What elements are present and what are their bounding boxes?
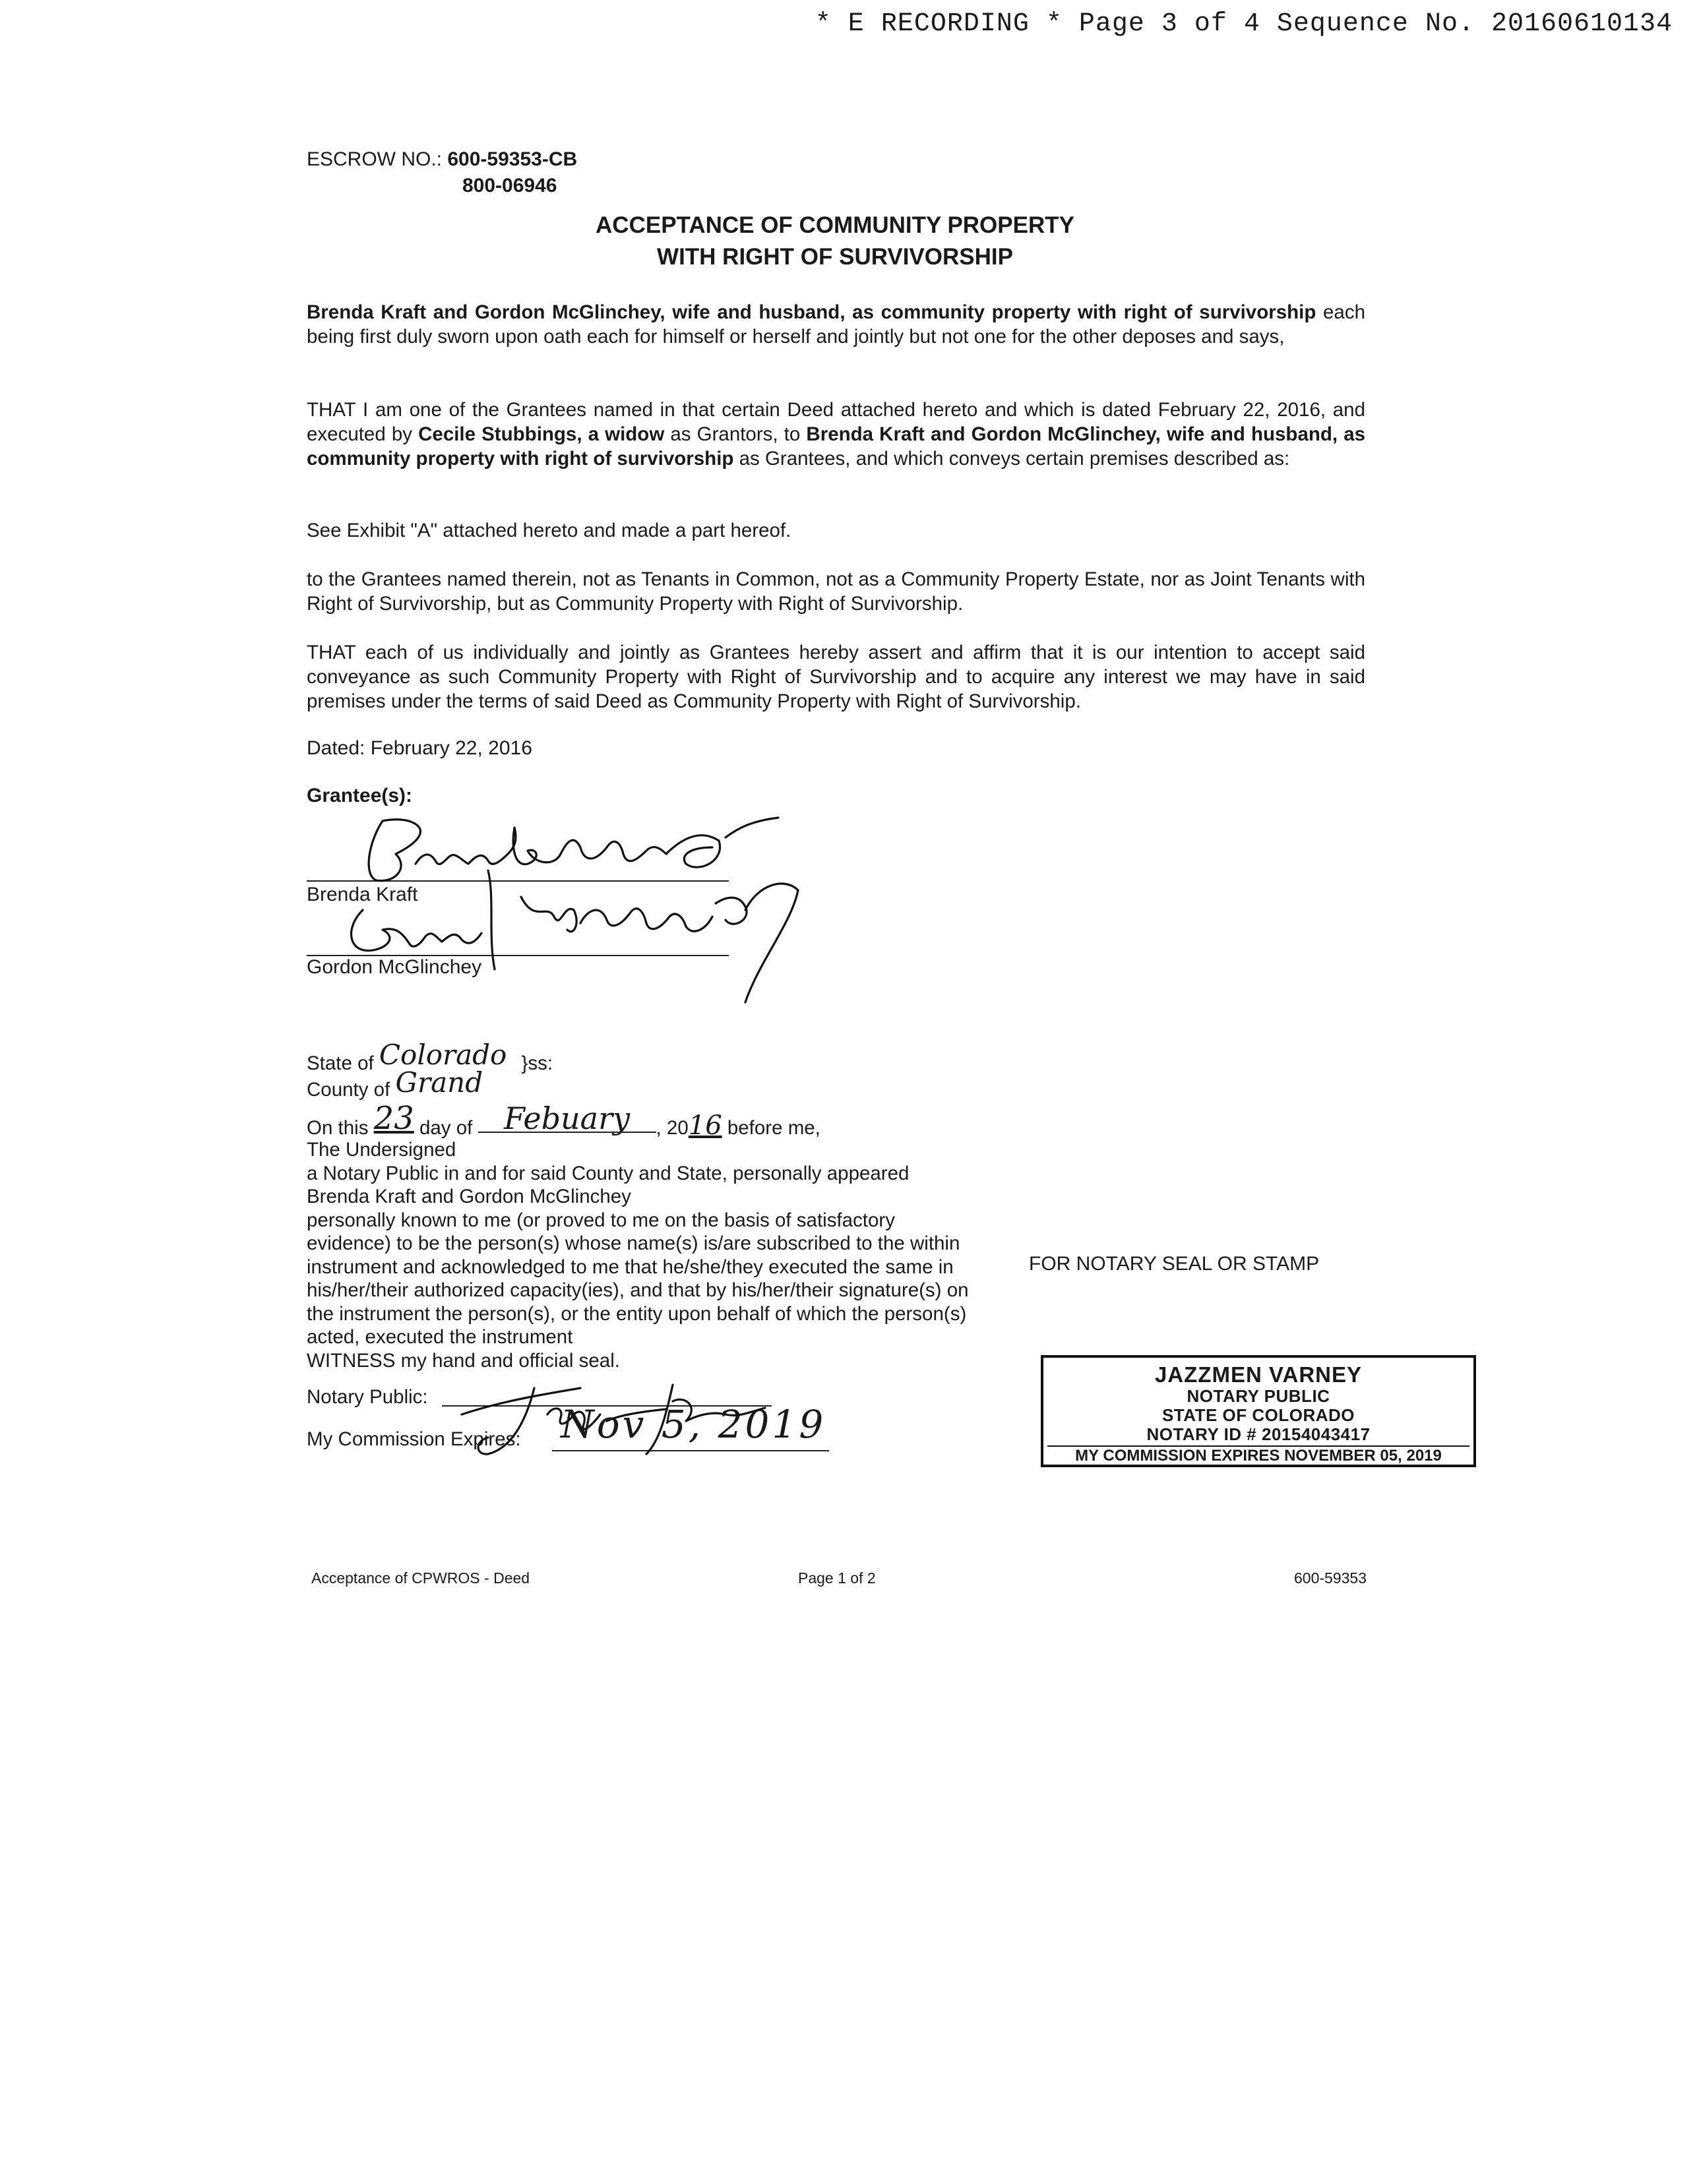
signature-gordon-mcglinchey xyxy=(336,857,838,1016)
notary-stamp xyxy=(1041,1355,1476,1467)
stamp-notary-title: NOTARY PUBLIC xyxy=(1187,1386,1330,1406)
notary-public-label: Notary Public: xyxy=(307,1386,428,1408)
undersigned: The Undersigned xyxy=(307,1139,456,1161)
notary-signature xyxy=(448,1375,791,1461)
date-row xyxy=(307,1100,993,1141)
appeared-names: Brenda Kraft and Gordon McGlinchey xyxy=(307,1186,631,1207)
deed-text-2: as Grantors, to xyxy=(664,423,807,445)
on-this-label: On this xyxy=(307,1117,369,1139)
stamp-notary-name: JAZZMEN VARNEY xyxy=(1154,1362,1363,1387)
paragraph-tenancy: to the Grantees named therein, not as Tenants in Common, not as a Community Property Estate, nor as Joint Tenants with Right of Survivorship, but as Community Property with Right of Survivorship. xyxy=(307,568,1365,615)
affiants-text: each being first duly sworn upon oath each for himself or herself and jointly but not one for the other deposes and says, xyxy=(307,301,1366,348)
commission-handwritten: Nov 5, 2019 xyxy=(561,1402,826,1447)
document-title xyxy=(0,210,1699,273)
commission-label: My Commission Expires: xyxy=(307,1428,521,1450)
paragraph-affirmation: THAT each of us individually and jointly as Grantees hereby assert and affirm that it is our intention to accept said conveyance as such Community Property with Right of Survivorship and to acquire any interest we may have in said premises under the terms of said Deed as Community Property with Right of Survivorship. xyxy=(307,642,1365,712)
dated-line: Dated: February 22, 2016 xyxy=(307,737,532,759)
state-label: State of xyxy=(307,1052,374,1074)
paragraph-exhibit: See Exhibit "A" attached hereto and made a part hereof. xyxy=(307,520,791,541)
grantees-label: Grantee(s): xyxy=(307,785,413,806)
escrow-label: ESCROW NO.: xyxy=(307,148,443,170)
title-line-2: WITH RIGHT OF SURVIVORSHIP xyxy=(657,244,1013,270)
before-me-label: before me, xyxy=(727,1117,820,1139)
paragraph-affiants xyxy=(307,300,1365,349)
county-label: County of xyxy=(307,1079,390,1101)
day-handwritten: 23 xyxy=(373,1100,414,1137)
affiants-bold: Brenda Kraft and Gordon McGlinchey, wife and husband, as community property with right of survivorship xyxy=(307,301,1316,323)
recording-header: * E RECORDING * Page 3 of 4 Sequence No. 20160610134 xyxy=(815,9,1673,39)
escrow-block xyxy=(307,146,578,197)
grantee-2-name: Gordon McGlinchey xyxy=(307,956,482,978)
witness-line: WITNESS my hand and official seal. xyxy=(307,1349,620,1372)
stamp-expiration: MY COMMISSION EXPIRES NOVEMBER 05, 2019 xyxy=(1047,1445,1469,1465)
notary-body-2: personally known to me (or proved to me on the basis of satisfactory evidence) to be the person(s) whose name(s) is/are subscribed to the within instrument and acknowledged to me that he/she/they executed the same in his/her/their authorized capacity(ies), and that by his/her/their signature(s) on the instrument the person(s), or the entity upon behalf of which the person(s) acted, executed the instrument xyxy=(307,1209,969,1348)
grantees-bold: Brenda Kraft and Gordon McGlinchey, wife and husband, as community property with right of survivorship xyxy=(307,423,1366,470)
footer-left: Acceptance of CPWROS - Deed xyxy=(311,1569,530,1587)
state-handwritten: Colorado xyxy=(379,1039,507,1071)
notary-body-1: a Notary Public in and for said County and State, personally appeared xyxy=(307,1162,910,1184)
county-handwritten: Grand xyxy=(395,1066,483,1099)
deed-text-1: THAT I am one of the Grantees named in that certain Deed attached hereto and which is dated February 22, 2016, and executed by xyxy=(307,399,1365,445)
stamp-notary-id: NOTARY ID # 20154043417 xyxy=(1146,1424,1371,1444)
footer-right: 600-59353 xyxy=(1294,1569,1367,1587)
footer-page-number: Page 1 of 2 xyxy=(798,1569,876,1587)
deed-text-3: as Grantees, and which conveys certain premises described as: xyxy=(733,448,1290,470)
year-handwritten: 16 xyxy=(688,1110,722,1141)
escrow-number-1: 600-59353-CB xyxy=(447,148,578,170)
year-prefix: , 20 xyxy=(656,1117,689,1139)
grantor-name: Cecile Stubbings, a widow xyxy=(418,423,665,445)
stamp-state: STATE OF COLORADO xyxy=(1161,1405,1355,1425)
title-line-1: ACCEPTANCE OF COMMUNITY PROPERTY xyxy=(596,212,1074,238)
day-of-label: day of xyxy=(419,1117,473,1139)
paragraph-grantees-deed xyxy=(307,398,1365,471)
ss-mark: }ss: xyxy=(521,1052,553,1074)
notary-seal-label: FOR NOTARY SEAL OR STAMP xyxy=(1029,1253,1320,1275)
escrow-number-2: 800-06946 xyxy=(462,175,557,197)
month-handwritten: Febuary xyxy=(478,1105,656,1133)
grantee-1-name: Brenda Kraft xyxy=(307,884,418,905)
